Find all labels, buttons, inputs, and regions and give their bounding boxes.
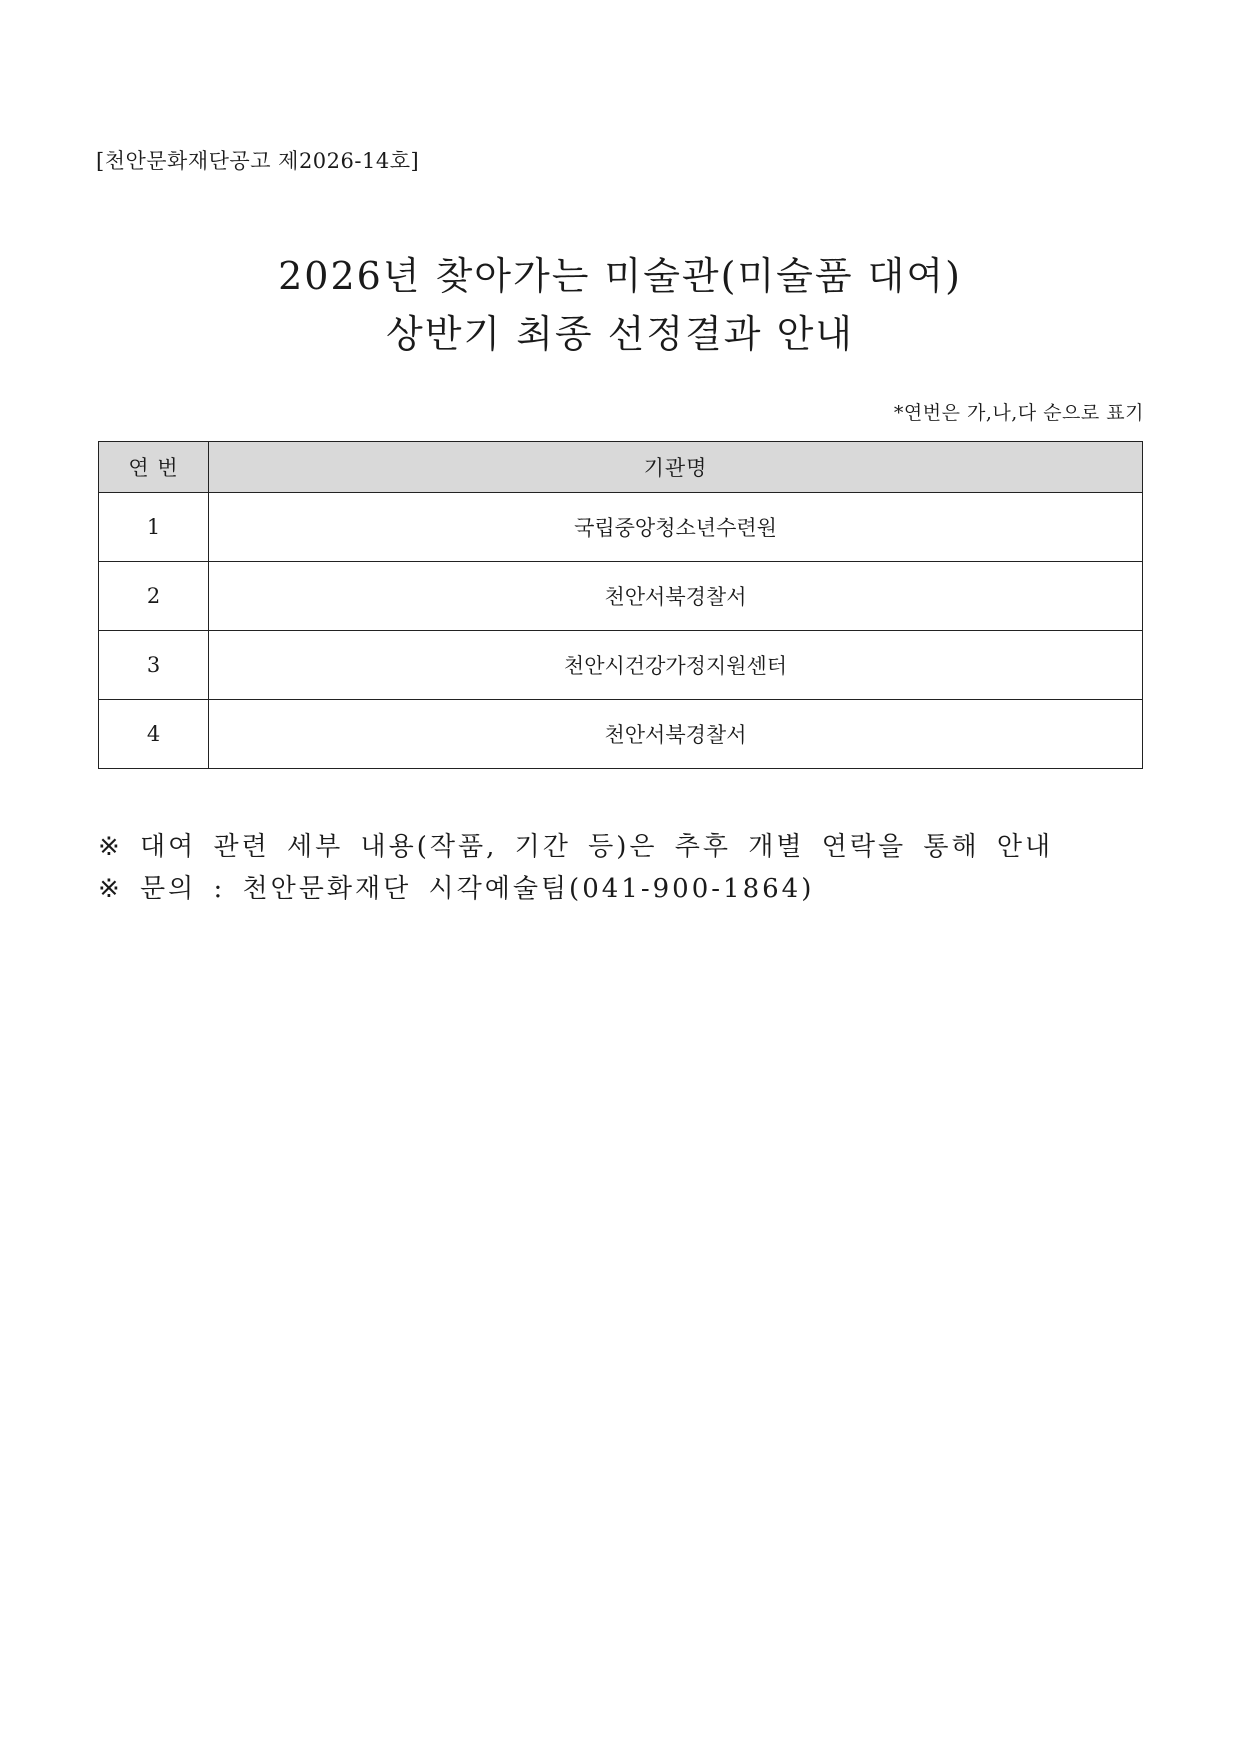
- institution-name: 국립중앙청소년수련원: [209, 493, 1143, 562]
- row-number: 3: [99, 631, 209, 700]
- footnote-text: 문의 : 천안문화재단 시각예술팀(041-900-1864): [140, 874, 815, 904]
- document-title-line-2: 상반기 최종 선정결과 안내: [385, 312, 855, 356]
- notice-number: [천안문화재단공고 제2026-14호]: [96, 149, 420, 173]
- selection-results-table: [98, 441, 1143, 769]
- reference-mark-icon: ※: [98, 874, 123, 904]
- table-row: [99, 493, 1143, 562]
- footnote-text: 대여 관련 세부 내용(작품, 기간 등)은 추후 개별 연락을 통해 안내: [140, 832, 1054, 862]
- sort-order-note: *연번은 가,나,다 순으로 표기: [893, 402, 1144, 424]
- footnote-contact: [98, 868, 814, 905]
- table-row: [99, 562, 1143, 631]
- row-number: 2: [99, 562, 209, 631]
- column-header-institution: 기관명: [209, 442, 1143, 493]
- footnote-rental-details: [98, 826, 1053, 863]
- row-number: 1: [99, 493, 209, 562]
- column-header-number: 연 번: [99, 442, 209, 493]
- table-row: [99, 700, 1143, 769]
- institution-name: 천안시건강가정지원센터: [209, 631, 1143, 700]
- institution-name: 천안서북경찰서: [209, 562, 1143, 631]
- institution-name: 천안서북경찰서: [209, 700, 1143, 769]
- table-row: [99, 631, 1143, 700]
- document-title-line-1: 2026년 찾아가는 미술관(미술품 대여): [278, 254, 962, 298]
- table-header-row: [99, 442, 1143, 493]
- row-number: 4: [99, 700, 209, 769]
- reference-mark-icon: ※: [98, 832, 123, 862]
